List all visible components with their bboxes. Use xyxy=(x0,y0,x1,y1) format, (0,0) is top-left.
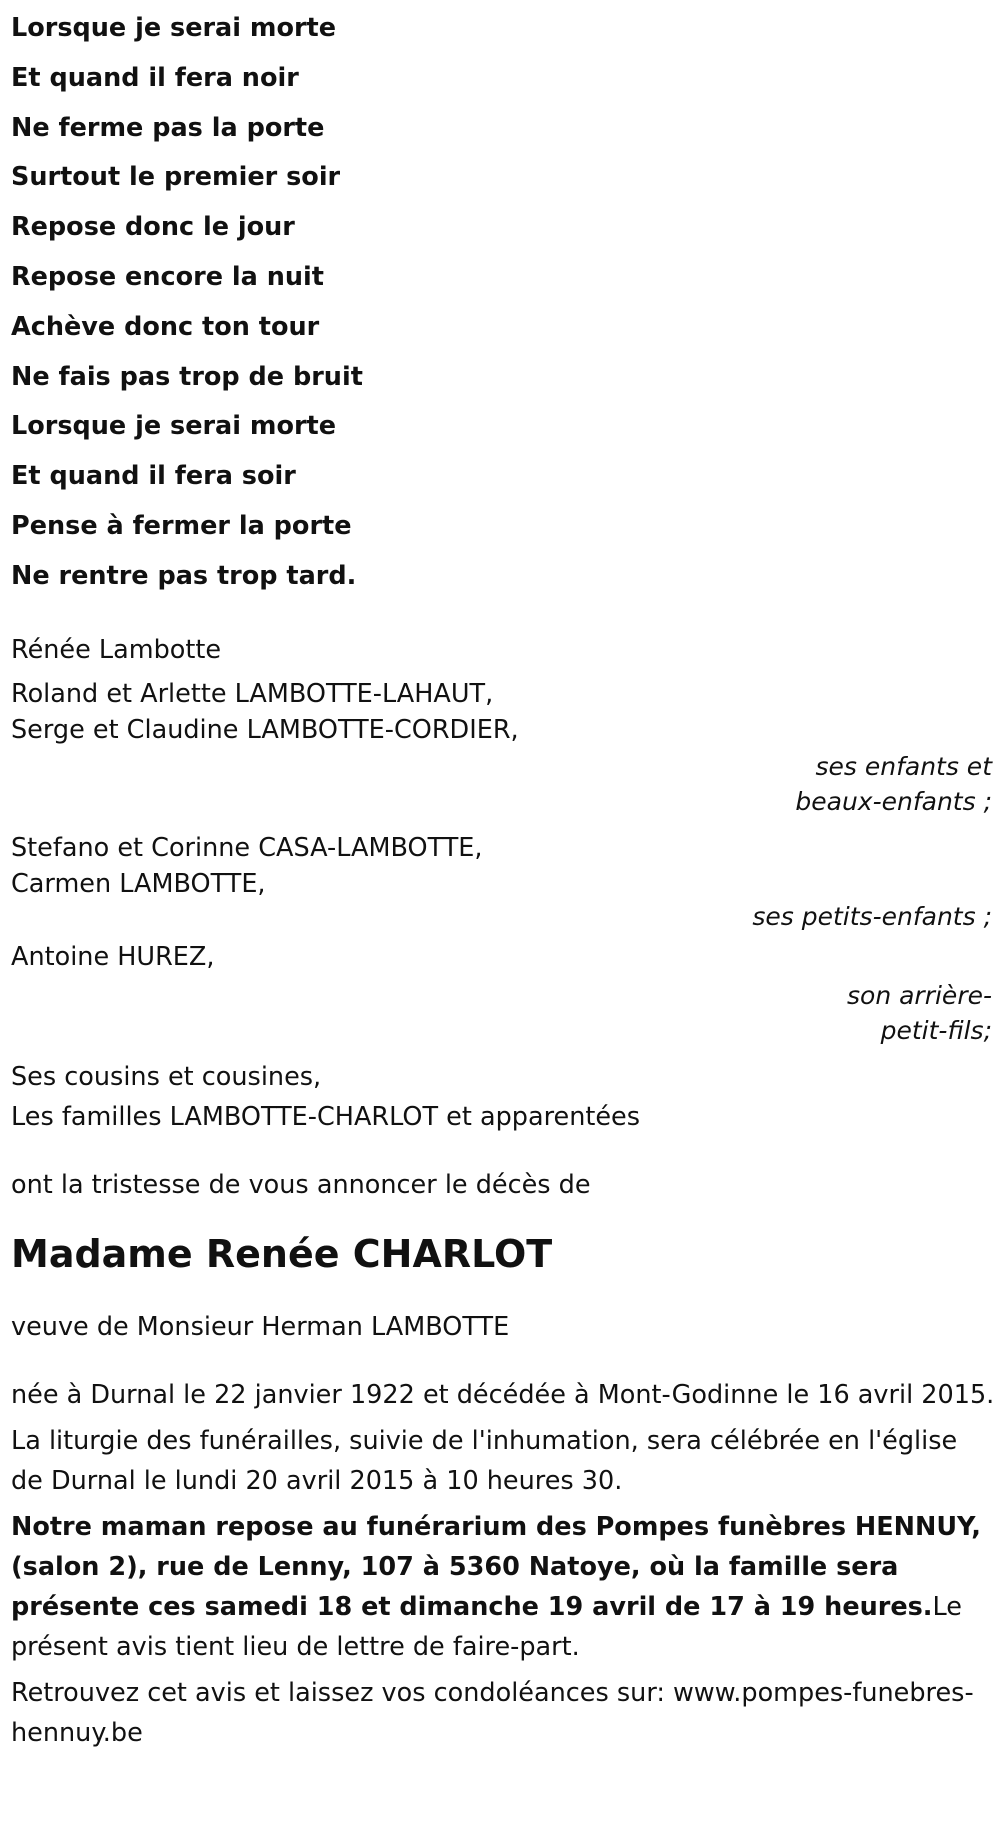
widow-of: veuve de Monsieur Herman LAMBOTTE xyxy=(11,1311,510,1342)
grandchild-name: Stefano et Corinne CASA-LAMBOTTE, xyxy=(11,832,483,863)
poem-line: Ne rentre pas trop tard. xyxy=(11,560,357,591)
grandchildren-relation: ses petits-enfants ; xyxy=(752,901,992,931)
announcement: ont la tristesse de vous annoncer le décès de xyxy=(11,1169,591,1200)
poem-line: Et quand il fera soir xyxy=(11,461,296,492)
poem-line: Ne fais pas trop de bruit xyxy=(11,361,363,392)
poem-line: Surtout le premier soir xyxy=(11,162,341,193)
obituary-notice xyxy=(11,0,996,1753)
poem-line: Lorsque je serai morte xyxy=(11,411,337,442)
poem-line: Pense à fermer la porte xyxy=(11,510,352,541)
child-name: Roland et Arlette LAMBOTTE-LAHAUT, xyxy=(11,678,494,709)
poem-line: Repose encore la nuit xyxy=(11,261,324,292)
children-group xyxy=(11,674,996,822)
grandchildren-group xyxy=(11,828,996,937)
poem xyxy=(11,4,996,602)
relatives-line: Les familles LAMBOTTE-CHARLOT et apparentées xyxy=(11,1101,641,1132)
poem-line: Lorsque je serai morte xyxy=(11,13,337,43)
family-list xyxy=(11,630,996,1137)
poem-line: Achève donc ton tour xyxy=(11,311,320,342)
grandchild-name: Carmen LAMBOTTE, xyxy=(11,868,266,899)
relatives-line: Ses cousins et cousines, xyxy=(11,1061,322,1092)
deceased-name: Madame Renée CHARLOT xyxy=(11,1231,553,1276)
great-grandchild-group xyxy=(11,937,996,1051)
poem-line: Et quand il fera noir xyxy=(11,62,299,93)
children-relation xyxy=(11,746,996,822)
poem-line: Ne ferme pas la porte xyxy=(11,112,325,143)
relation-line: beaux-enfants ; xyxy=(795,786,992,816)
condolences-info: Retrouvez cet avis et laissez vos condoléances sur: www.pompes-funebres-hennuy.be xyxy=(11,1677,974,1748)
notice-statement: Le présent avis tient lieu de lettre de faire-part. xyxy=(11,1591,962,1662)
child-name: Serge et Claudine LAMBOTTE-CORDIER, xyxy=(11,714,519,745)
funeral-details: La liturgie des funérailles, suivie de l'inhumation, sera célébrée en l'église de Durnal le lundi 20 avril 2015 à 10 heures 30. xyxy=(11,1425,958,1496)
great-grandchild-relation xyxy=(11,975,996,1051)
great-grandchild-name: Antoine HUREZ, xyxy=(11,941,215,972)
funerarium-details: Notre maman repose au funérarium des Pompes funèbres HENNUY, (salon 2), rue de Lenny, 107 à 5360 Natoye, où la famille sera présente ces samedi 18 et dimanche 19 avril de 17 à 19 heures. xyxy=(11,1511,981,1622)
birth-death-dates: née à Durnal le 22 janvier 1922 et décédée à Mont-Godinne le 16 avril 2015. xyxy=(11,1379,995,1410)
other-relatives xyxy=(11,1057,996,1137)
sister-name: Rénée Lambotte xyxy=(11,634,222,665)
poem-line: Repose donc le jour xyxy=(11,212,295,243)
relation-line: ses enfants et xyxy=(815,751,992,781)
relation-line: son arrière- xyxy=(847,980,992,1010)
funerarium-paragraph xyxy=(11,1507,996,1667)
relation-line: petit-fils; xyxy=(880,1015,992,1045)
